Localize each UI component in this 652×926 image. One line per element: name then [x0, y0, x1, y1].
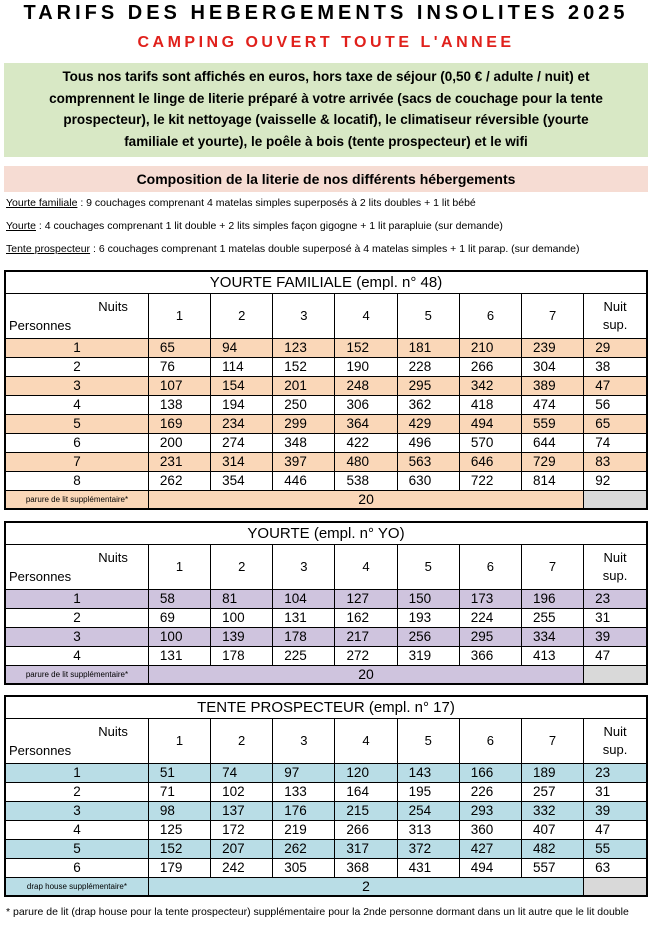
price-cell: 372 [397, 839, 459, 858]
price-cell: 47 [584, 376, 647, 395]
price-cell: 254 [397, 801, 459, 820]
table-title: YOURTE (empl. n° YO) [5, 522, 647, 544]
price-cell: 69 [148, 608, 210, 627]
table-row [5, 782, 647, 801]
persons-cell: 1 [5, 763, 148, 782]
night-count-header: 6 [459, 544, 521, 589]
price-cell: 58 [148, 589, 210, 608]
price-cell: 47 [584, 646, 647, 665]
price-cell: 179 [148, 858, 210, 877]
night-count-header: 1 [148, 293, 210, 338]
price-cell: 162 [335, 608, 397, 627]
nights-label: Nuits [98, 550, 128, 565]
price-cell: 317 [335, 839, 397, 858]
price-cell: 354 [211, 471, 273, 490]
night-count-header: 4 [335, 718, 397, 763]
corner-header [5, 718, 148, 763]
composition-item-text: : 9 couchages comprenant 4 matelas simples superposés à 2 lits doubles + 1 lit bébé [77, 197, 476, 209]
price-cell: 31 [584, 782, 647, 801]
extra-item-price: 20 [148, 665, 583, 684]
price-cell: 226 [459, 782, 521, 801]
price-cell: 256 [397, 627, 459, 646]
nights-label: Nuits [98, 724, 128, 739]
price-cell: 23 [584, 589, 647, 608]
price-cell: 397 [273, 452, 335, 471]
table-title-row [5, 696, 647, 718]
price-cell: 234 [211, 414, 273, 433]
price-cell: 231 [148, 452, 210, 471]
extra-item-label: drap house supplémentaire* [5, 877, 148, 896]
price-cell: 366 [459, 646, 521, 665]
price-cell: 334 [521, 627, 583, 646]
extra-item-label: parure de lit supplémentaire* [5, 490, 148, 509]
price-cell: 65 [584, 414, 647, 433]
price-cell: 169 [148, 414, 210, 433]
price-cell: 332 [521, 801, 583, 820]
composition-item-text: : 4 couchages comprenant 1 lit double + 2 lits simples façon gigogne + 1 lit parapluie (sur demande) [35, 220, 503, 232]
composition-item-text: : 6 couchages comprenant 1 matelas double superposé à 4 matelas simples + 1 lit parap. (sur demande) [90, 243, 580, 255]
price-cell: 266 [459, 357, 521, 376]
price-cell: 74 [584, 433, 647, 452]
composition-item-label: Tente prospecteur [6, 243, 91, 255]
price-cell: 131 [148, 646, 210, 665]
price-cell: 557 [521, 858, 583, 877]
price-cell: 342 [459, 376, 521, 395]
table-title-row [5, 271, 647, 293]
price-cell: 413 [521, 646, 583, 665]
price-cell: 74 [211, 763, 273, 782]
price-cell: 51 [148, 763, 210, 782]
price-cell: 38 [584, 357, 647, 376]
price-cell: 319 [397, 646, 459, 665]
nights-label: Nuits [98, 299, 128, 314]
info-line: familiale et yourte), le poêle à bois (tente prospecteur) et le wifi [124, 133, 528, 149]
price-cell: 219 [273, 820, 335, 839]
extra-item-price: 2 [148, 877, 583, 896]
corner-header-labels [6, 545, 148, 588]
night-count-header: 3 [273, 544, 335, 589]
price-cell: 427 [459, 839, 521, 858]
persons-cell: 3 [5, 801, 148, 820]
price-cell: 389 [522, 376, 584, 395]
composition-item-label: Yourte [6, 220, 36, 232]
extra-item-label: parure de lit supplémentaire* [5, 665, 148, 684]
persons-cell: 3 [5, 627, 148, 646]
price-cell: 293 [459, 801, 521, 820]
persons-label: Personnes [9, 318, 72, 333]
night-count-header: 2 [211, 293, 273, 338]
price-cell: 29 [584, 338, 647, 357]
persons-cell: 6 [5, 858, 148, 877]
price-cell: 63 [584, 858, 647, 877]
price-cell: 94 [211, 338, 273, 357]
price-cell: 722 [459, 471, 521, 490]
table-row [5, 839, 647, 858]
price-cell: 31 [584, 608, 647, 627]
price-cell: 266 [335, 820, 397, 839]
extra-night-header-line: Nuit [603, 298, 627, 314]
extra-night-header [584, 718, 647, 763]
price-cell: 181 [397, 338, 459, 357]
tarif-table-yourte [4, 521, 648, 685]
column-header-row [5, 544, 647, 589]
night-count-header: 5 [397, 293, 459, 338]
price-cell: 196 [521, 589, 583, 608]
info-line: prospecteur), le kit nettoyage (vaisselle & locatif), le climatiseur réversible (yourte [63, 112, 589, 127]
price-cell: 100 [211, 608, 273, 627]
price-cell: 83 [584, 452, 647, 471]
night-count-header: 4 [335, 293, 397, 338]
table-row [5, 820, 647, 839]
column-header-row [5, 718, 647, 763]
table-row [5, 395, 647, 414]
night-count-header: 3 [273, 293, 335, 338]
price-cell: 150 [397, 589, 459, 608]
price-cell: 215 [335, 801, 397, 820]
price-cell: 39 [584, 801, 647, 820]
price-cell: 207 [211, 839, 273, 858]
price-cell: 272 [335, 646, 397, 665]
extra-night-header-line: sup. [602, 741, 628, 757]
persons-cell: 1 [5, 589, 148, 608]
price-cell: 195 [397, 782, 459, 801]
composition-item [6, 219, 652, 233]
price-cell: 104 [273, 589, 335, 608]
price-cell: 474 [522, 395, 584, 414]
price-cell: 65 [148, 338, 210, 357]
price-cell: 138 [148, 395, 210, 414]
night-count-header: 4 [335, 544, 397, 589]
persons-cell: 2 [5, 357, 148, 376]
price-cell: 100 [148, 627, 210, 646]
table-row [5, 414, 647, 433]
night-count-header: 3 [273, 718, 335, 763]
price-cell: 570 [459, 433, 521, 452]
price-cell: 107 [148, 376, 210, 395]
price-cell: 137 [211, 801, 273, 820]
persons-cell: 2 [5, 608, 148, 627]
price-cell: 193 [397, 608, 459, 627]
persons-cell: 8 [5, 471, 148, 490]
price-cell: 559 [522, 414, 584, 433]
info-line: Tous nos tarifs sont affichés en euros, hors taxe de séjour (0,50 € / adulte / nuit) et [62, 69, 590, 84]
price-cell: 71 [148, 782, 210, 801]
extra-night-header-line: sup. [602, 316, 628, 332]
price-cell: 194 [211, 395, 273, 414]
price-cell: 295 [459, 627, 521, 646]
price-cell: 143 [397, 763, 459, 782]
price-cell: 250 [273, 395, 335, 414]
empty-cell [584, 665, 647, 684]
price-cell: 242 [211, 858, 273, 877]
price-cell: 98 [148, 801, 210, 820]
night-count-header: 1 [148, 718, 210, 763]
price-cell: 152 [273, 357, 335, 376]
price-cell: 418 [459, 395, 521, 414]
price-cell: 368 [335, 858, 397, 877]
price-cell: 563 [397, 452, 459, 471]
table-row [5, 858, 647, 877]
table-title-row [5, 522, 647, 544]
price-cell: 102 [211, 782, 273, 801]
price-cell: 360 [459, 820, 521, 839]
price-cell: 306 [335, 395, 397, 414]
price-cell: 496 [397, 433, 459, 452]
persons-cell: 4 [5, 820, 148, 839]
price-cell: 114 [211, 357, 273, 376]
night-count-header: 5 [397, 718, 459, 763]
empty-cell [584, 877, 647, 896]
persons-label: Personnes [9, 569, 72, 584]
table-row [5, 763, 647, 782]
extra-night-header-line: Nuit [603, 549, 627, 565]
corner-header [5, 544, 148, 589]
price-cell: 644 [522, 433, 584, 452]
table-title: YOURTE FAMILIALE (empl. n° 48) [5, 271, 647, 293]
extra-night-header [584, 293, 647, 338]
price-cell: 362 [397, 395, 459, 414]
night-count-header: 2 [211, 718, 273, 763]
price-cell: 224 [459, 608, 521, 627]
price-cell: 422 [335, 433, 397, 452]
price-cell: 494 [459, 858, 521, 877]
persons-cell: 7 [5, 452, 148, 471]
price-cell: 494 [459, 414, 521, 433]
price-cell: 348 [273, 433, 335, 452]
price-cell: 164 [335, 782, 397, 801]
price-cell: 480 [335, 452, 397, 471]
price-cell: 217 [335, 627, 397, 646]
pricing-info-box [4, 63, 648, 157]
persons-cell: 5 [5, 414, 148, 433]
table-row [5, 627, 647, 646]
extra-row [5, 877, 647, 896]
price-cell: 189 [521, 763, 583, 782]
price-cell: 166 [459, 763, 521, 782]
price-cell: 262 [148, 471, 210, 490]
price-cell: 133 [273, 782, 335, 801]
table-row [5, 646, 647, 665]
price-cell: 429 [397, 414, 459, 433]
table-row [5, 338, 647, 357]
empty-cell [584, 490, 647, 509]
price-cell: 257 [521, 782, 583, 801]
night-count-header: 6 [459, 718, 521, 763]
price-cell: 190 [335, 357, 397, 376]
price-cell: 125 [148, 820, 210, 839]
extra-item-price: 20 [148, 490, 583, 509]
price-cell: 39 [584, 627, 647, 646]
persons-cell: 4 [5, 395, 148, 414]
price-cell: 299 [273, 414, 335, 433]
price-cell: 139 [211, 627, 273, 646]
price-cell: 248 [335, 376, 397, 395]
corner-header [5, 293, 148, 338]
persons-cell: 3 [5, 376, 148, 395]
info-line: comprennent le linge de literie préparé à votre arrivée (sacs de couchage pour la tente [49, 90, 603, 106]
table-row [5, 433, 647, 452]
composition-heading: Composition de la literie de nos différents hébergements [4, 166, 648, 192]
price-cell: 56 [584, 395, 647, 414]
extra-night-header-line: sup. [602, 567, 628, 583]
price-cell: 127 [335, 589, 397, 608]
price-cell: 47 [584, 820, 647, 839]
extra-night-header [584, 544, 647, 589]
column-header-row [5, 293, 647, 338]
price-cell: 482 [521, 839, 583, 858]
price-cell: 210 [459, 338, 521, 357]
footnote: * parure de lit (drap house pour la tente prospecteur) supplémentaire pour la 2nde personne dormant dans un lit autre que le lit double [6, 906, 629, 918]
tarif-table-tente-prospecteur [4, 695, 648, 897]
price-cell: 262 [273, 839, 335, 858]
persons-cell: 6 [5, 433, 148, 452]
price-cell: 225 [273, 646, 335, 665]
price-cell: 239 [522, 338, 584, 357]
price-cell: 364 [335, 414, 397, 433]
persons-cell: 5 [5, 839, 148, 858]
price-cell: 173 [459, 589, 521, 608]
price-cell: 97 [273, 763, 335, 782]
corner-header-labels [6, 719, 148, 762]
price-cell: 176 [273, 801, 335, 820]
composition-item-label: Yourte familiale [6, 197, 78, 209]
price-cell: 630 [397, 471, 459, 490]
price-cell: 814 [522, 471, 584, 490]
price-cell: 295 [397, 376, 459, 395]
table-title: TENTE PROSPECTEUR (empl. n° 17) [5, 696, 647, 718]
night-count-header: 7 [522, 293, 584, 338]
extra-row [5, 665, 647, 684]
price-cell: 154 [211, 376, 273, 395]
price-cell: 228 [397, 357, 459, 376]
price-cell: 92 [584, 471, 647, 490]
table-row [5, 608, 647, 627]
price-cell: 646 [459, 452, 521, 471]
price-cell: 81 [211, 589, 273, 608]
price-cell: 178 [273, 627, 335, 646]
price-cell: 131 [273, 608, 335, 627]
composition-item [6, 196, 652, 210]
night-count-header: 5 [397, 544, 459, 589]
price-cell: 407 [521, 820, 583, 839]
table-row [5, 452, 647, 471]
table-row [5, 471, 647, 490]
tarif-table-yourte-familiale [4, 270, 648, 510]
price-cell: 152 [335, 338, 397, 357]
night-count-header: 7 [521, 544, 583, 589]
price-cell: 431 [397, 858, 459, 877]
price-cell: 23 [584, 763, 647, 782]
price-cell: 200 [148, 433, 210, 452]
extra-night-header-line: Nuit [603, 723, 627, 739]
table-row [5, 357, 647, 376]
price-cell: 446 [273, 471, 335, 490]
night-count-header: 2 [211, 544, 273, 589]
price-cell: 152 [148, 839, 210, 858]
price-cell: 76 [148, 357, 210, 376]
extra-row [5, 490, 647, 509]
price-cell: 123 [273, 338, 335, 357]
table-row [5, 589, 647, 608]
price-cell: 313 [397, 820, 459, 839]
price-cell: 255 [521, 608, 583, 627]
composition-item [6, 242, 652, 256]
price-cell: 305 [273, 858, 335, 877]
price-cell: 314 [211, 452, 273, 471]
page-subtitle: CAMPING OUVERT TOUTE L'ANNEE [137, 34, 515, 51]
price-cell: 304 [522, 357, 584, 376]
price-cell: 55 [584, 839, 647, 858]
night-count-header: 6 [459, 293, 521, 338]
persons-cell: 1 [5, 338, 148, 357]
price-cell: 201 [273, 376, 335, 395]
persons-cell: 4 [5, 646, 148, 665]
night-count-header: 1 [148, 544, 210, 589]
price-cell: 538 [335, 471, 397, 490]
persons-label: Personnes [9, 743, 72, 758]
table-row [5, 801, 647, 820]
night-count-header: 7 [521, 718, 583, 763]
persons-cell: 2 [5, 782, 148, 801]
page-title: TARIFS DES HEBERGEMENTS INSOLITES 2025 [23, 2, 629, 24]
price-cell: 178 [211, 646, 273, 665]
price-cell: 274 [211, 433, 273, 452]
table-row [5, 376, 647, 395]
price-cell: 120 [335, 763, 397, 782]
price-cell: 729 [522, 452, 584, 471]
price-cell: 172 [211, 820, 273, 839]
corner-header-labels [6, 294, 148, 337]
